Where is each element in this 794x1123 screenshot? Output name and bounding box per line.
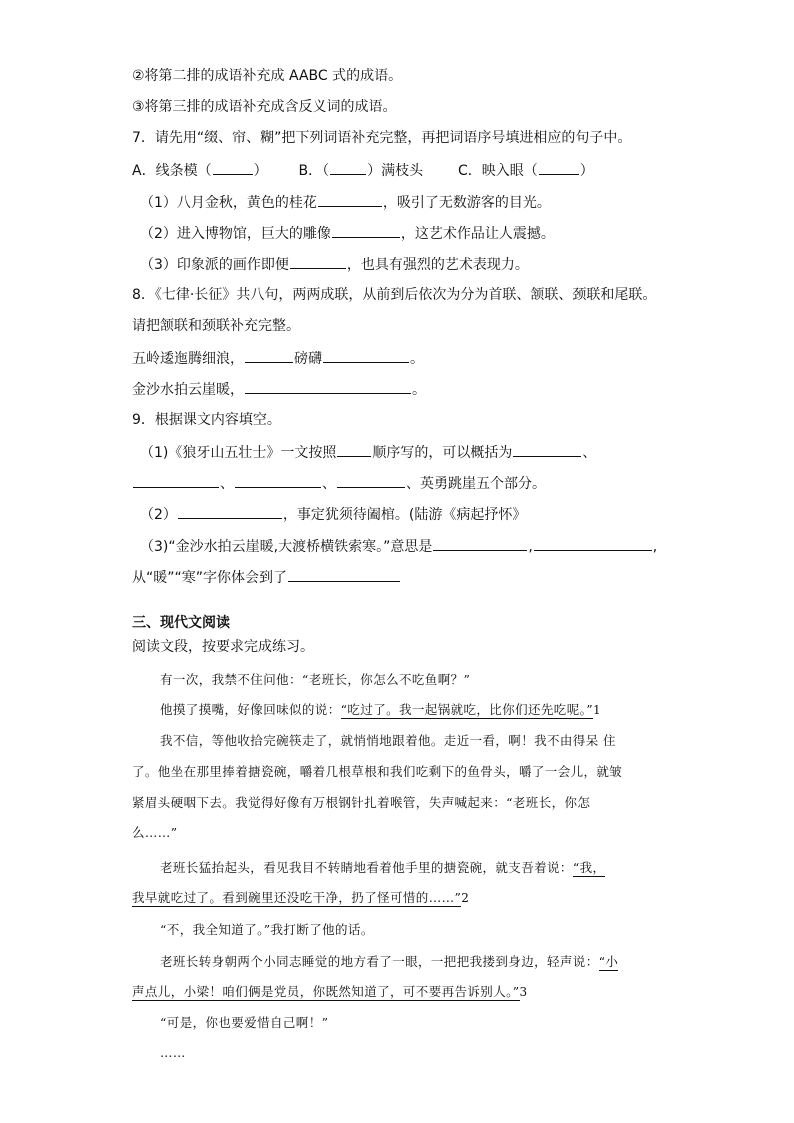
- q8-blank-1[interactable]: [245, 347, 293, 363]
- passage-paragraph-3-line-1: 我不信，等他收拾完碗筷走了，就悄悄地跟着他。走近一看，啊！我不由得呆 住: [160, 733, 616, 748]
- q6-item-3: ③将第三排的成语补充成含反义词的成语。: [132, 99, 397, 115]
- section-3-intro: 阅读文段，按要求完成练习。: [132, 639, 314, 655]
- q9-stem: 9．根据课文内容填空。: [132, 412, 281, 428]
- q8-blank-2[interactable]: [323, 347, 409, 363]
- passage-paragraph-5: “不，我全知道了。”我打断了他的话。: [160, 922, 374, 937]
- q7-s1-blank[interactable]: [318, 191, 382, 207]
- q8-blank-3[interactable]: [245, 378, 411, 394]
- q7-stem: 7．请先用“缀、帘、糊”把下列词语补充完整，再把词语序号填进相应的句子中。: [132, 130, 632, 146]
- underlined-sentence-3b: 声点儿，小梁！咱们俩是党员，你既然知道了，可不要再告诉别人。”: [132, 984, 520, 999]
- q9-item-1-line-1: （1)《狼牙山五壮士》一文按照 顺序写的，可以概括为 、: [140, 441, 596, 463]
- passage-paragraph-6-line-2: [132, 982, 528, 1002]
- q9-blank-poem[interactable]: [178, 503, 282, 519]
- q9-blank-feeling[interactable]: [288, 566, 400, 582]
- passage-paragraph-3-line-4: 么……”: [132, 825, 178, 840]
- q9-item-2: （2） ，事定犹须待阖棺。(陆游《病起抒怀》: [140, 503, 526, 525]
- q8-poem-line-1: 五岭逶迤腾细浪， 磅礴 。: [132, 347, 424, 369]
- passage-paragraph-3-line-2: 了。他坐在那里捧着搪瓷碗，嚼着几根草根和我们吃剩下的鱼骨头，嚼了一会儿，就皱: [132, 764, 623, 779]
- q9-blank-part-3[interactable]: [235, 472, 321, 488]
- passage-paragraph-7: “可是，你也要爱惜自己啊！”: [160, 1015, 329, 1030]
- q8-stem-line-2: 请把颔联和颈联补充完整。: [132, 318, 300, 334]
- passage-paragraph-6-line-1: 老班长转身朝两个小同志睡觉的地方看了一眼，一把把我搂到身边，轻声说：“小: [160, 954, 619, 969]
- underlined-sentence-2a: “我，: [572, 860, 606, 875]
- passage-paragraph-1: 有一次，我禁不住问他：“老班长，你怎么不吃鱼啊？”: [160, 672, 471, 687]
- q9-item-3: （3)“金沙水拍云崖暖,大渡桥横铁索寒。”意思是 , ,: [140, 535, 657, 557]
- passage-ellipsis: ……: [160, 1045, 186, 1060]
- q8-poem-line-2: 金沙水拍云崖暖， 。: [132, 378, 426, 400]
- q9-blank-part-1[interactable]: [513, 441, 581, 457]
- q7-option-a: A．线条模（ ）: [132, 163, 268, 179]
- q7-s3-blank[interactable]: [290, 253, 346, 269]
- passage-paragraph-4-line-1: 老班长猛抬起头，看见我目不转睛地看着他手里的搪瓷碗，就支吾着说：“我，: [160, 860, 606, 875]
- q9-blank-order[interactable]: [337, 441, 371, 457]
- passage-paragraph-3-line-3: 紧眉头硬咽下去。我觉得好像有万根钢针扎着喉管，失声喊起来：“老班长，你怎: [132, 795, 591, 810]
- q7-blank-a[interactable]: [213, 159, 253, 175]
- q9-blank-part-4[interactable]: [337, 472, 405, 488]
- passage-paragraph-4-line-2: [132, 888, 469, 908]
- passage-paragraph-2: 他摸了摸嘴，好像回味似的说：“吃过了。我一起锅就吃，比你们还先吃呢。”1: [160, 702, 602, 717]
- q9-blank-meaning-2[interactable]: [534, 535, 652, 551]
- sentence-number-2: 2: [461, 891, 470, 905]
- underlined-sentence-1: “吃过了。我一起锅就吃，比你们还先吃呢。”: [340, 702, 594, 717]
- sentence-number-3: 3: [519, 985, 528, 999]
- q7-sentence-1: （1）八月金秋，黄色的桂花 ，吸引了无数游客的目光。: [140, 191, 551, 213]
- q9-item-1-line-2: 、 、 、英勇跳崖五个部分。: [132, 472, 546, 494]
- q9-item-3-line-2: 从“暖”“寒”字你体会到了: [132, 566, 401, 588]
- underlined-sentence-2b: 我早就吃过了。看到碗里还没吃干净，扔了怪可惜的……”: [132, 890, 462, 905]
- q9-blank-part-2[interactable]: [133, 472, 219, 488]
- q7-sentence-3: （3）印象派的画作即便 ，也具有强烈的艺术表现力。: [140, 253, 529, 275]
- q7-blank-c[interactable]: [539, 159, 579, 175]
- q7-sentence-2: （2）进入博物馆，巨大的雕像 ，这艺术作品让人震撼。: [140, 222, 555, 244]
- q7-blank-b[interactable]: [330, 159, 366, 175]
- q8-stem-line-1: 8．《七律·长征》共八句，两两成联，从前到后依次为分为首联、颔联、颈联和尾联。: [132, 287, 657, 303]
- q7-s2-blank[interactable]: [332, 222, 400, 238]
- section-3-title: 三、现代文阅读: [132, 615, 230, 631]
- q6-item-2: ②将第二排的成语补充成 AABC 式的成语。: [132, 68, 403, 84]
- q7-options: [132, 159, 594, 181]
- q9-blank-meaning-1[interactable]: [433, 535, 527, 551]
- sentence-number-1: 1: [593, 703, 602, 717]
- q7-option-b: B．（ ）满枝头: [298, 163, 423, 179]
- q7-option-c: C．映入眼（ ）: [458, 163, 594, 179]
- underlined-sentence-3a: “小: [598, 954, 619, 969]
